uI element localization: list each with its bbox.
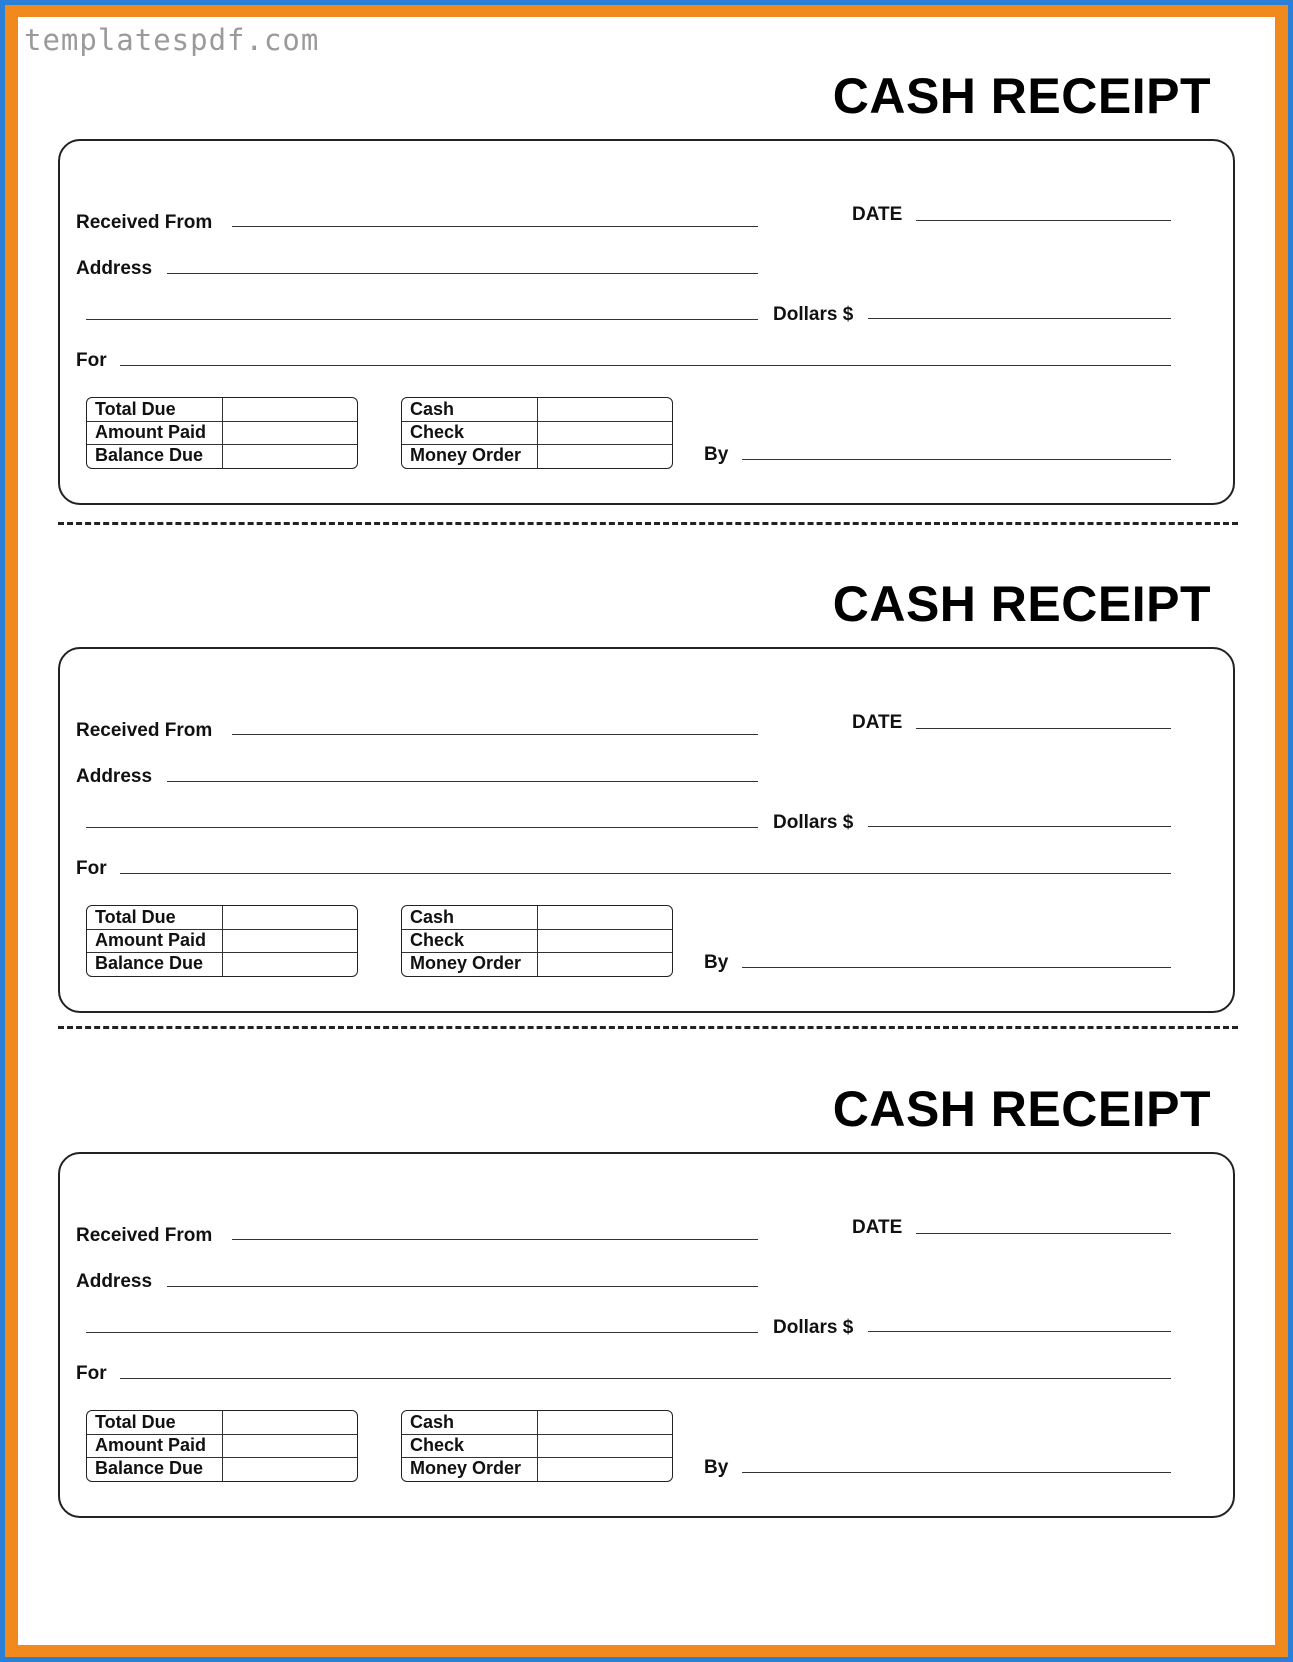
cash-label: Cash (410, 399, 455, 419)
for-line[interactable] (120, 873, 1171, 874)
cash-label: Cash (410, 1412, 455, 1432)
table-row (402, 906, 672, 930)
address-line[interactable] (167, 1286, 758, 1287)
balance-due-label: Balance Due (95, 1458, 204, 1478)
total-due-label: Total Due (95, 399, 176, 419)
dollars-line[interactable] (868, 1331, 1171, 1332)
table-row (87, 906, 357, 930)
by-signature-line[interactable] (742, 967, 1171, 968)
cut-line (58, 522, 1238, 525)
payment-method-table (401, 397, 673, 469)
dollars-label: Dollars $ (773, 304, 854, 325)
cash-receipt (18, 1080, 1275, 1560)
table-row (402, 398, 672, 422)
for-line[interactable] (120, 1378, 1171, 1379)
amount-paid-label: Amount Paid (95, 1435, 206, 1455)
by-signature-line[interactable] (742, 459, 1171, 460)
check-label: Check (410, 930, 465, 950)
table-row (402, 929, 672, 953)
watermark: templatespdf.com (24, 23, 320, 57)
received-from-line[interactable] (232, 1239, 758, 1240)
balance-due-label: Balance Due (95, 445, 204, 465)
dollars-label: Dollars $ (773, 812, 854, 833)
address-line[interactable] (167, 781, 758, 782)
receipt-form-box (58, 139, 1235, 505)
table-row (87, 1411, 357, 1435)
date-line[interactable] (916, 728, 1171, 729)
for-line[interactable] (120, 365, 1171, 366)
receipt-form-box (58, 647, 1235, 1013)
address-label: Address (76, 766, 153, 787)
document-page (18, 17, 1275, 1645)
for-label: For (76, 858, 107, 879)
cash-receipt (18, 67, 1275, 547)
table-row (402, 1434, 672, 1458)
check-label: Check (410, 422, 465, 442)
table-row (87, 421, 357, 445)
table-row (402, 1457, 672, 1480)
address-line-2[interactable] (86, 827, 758, 828)
cut-line (58, 1026, 1238, 1029)
check-label: Check (410, 1435, 465, 1455)
received-from-label: Received From (76, 720, 213, 741)
table-row (402, 952, 672, 975)
date-label: DATE (852, 712, 903, 733)
table-row (402, 1411, 672, 1435)
payment-method-table (401, 905, 673, 977)
by-label: By (704, 444, 729, 465)
address-line[interactable] (167, 273, 758, 274)
received-from-label: Received From (76, 212, 213, 233)
total-due-label: Total Due (95, 907, 176, 927)
for-label: For (76, 350, 107, 371)
address-line-2[interactable] (86, 1332, 758, 1333)
address-label: Address (76, 258, 153, 279)
received-from-line[interactable] (232, 226, 758, 227)
table-row (87, 444, 357, 467)
table-row (87, 929, 357, 953)
table-row (87, 1457, 357, 1480)
payment-method-table (401, 1410, 673, 1482)
receipt-form-box (58, 1152, 1235, 1518)
address-line-2[interactable] (86, 319, 758, 320)
money-order-label: Money Order (410, 953, 522, 973)
table-row (87, 398, 357, 422)
date-label: DATE (852, 204, 903, 225)
money-order-label: Money Order (410, 1458, 522, 1478)
by-signature-line[interactable] (742, 1472, 1171, 1473)
table-row (87, 1434, 357, 1458)
table-row (87, 952, 357, 975)
cash-label: Cash (410, 907, 455, 927)
receipt-title: CASH RECEIPT (832, 68, 1211, 124)
amount-paid-label: Amount Paid (95, 930, 206, 950)
date-line[interactable] (916, 220, 1171, 221)
cash-receipt (18, 575, 1275, 1055)
dollars-line[interactable] (868, 318, 1171, 319)
received-from-line[interactable] (232, 734, 758, 735)
balance-due-label: Balance Due (95, 953, 204, 973)
amount-summary-table (86, 397, 358, 469)
amount-paid-label: Amount Paid (95, 422, 206, 442)
for-label: For (76, 1363, 107, 1384)
by-label: By (704, 952, 729, 973)
dollars-label: Dollars $ (773, 1317, 854, 1338)
receipt-title: CASH RECEIPT (832, 576, 1211, 632)
received-from-label: Received From (76, 1225, 213, 1246)
table-row (402, 444, 672, 467)
address-label: Address (76, 1271, 153, 1292)
total-due-label: Total Due (95, 1412, 176, 1432)
by-label: By (704, 1457, 729, 1478)
amount-summary-table (86, 1410, 358, 1482)
date-label: DATE (852, 1217, 903, 1238)
amount-summary-table (86, 905, 358, 977)
money-order-label: Money Order (410, 445, 522, 465)
date-line[interactable] (916, 1233, 1171, 1234)
dollars-line[interactable] (868, 826, 1171, 827)
receipt-title: CASH RECEIPT (832, 1081, 1211, 1137)
table-row (402, 421, 672, 445)
